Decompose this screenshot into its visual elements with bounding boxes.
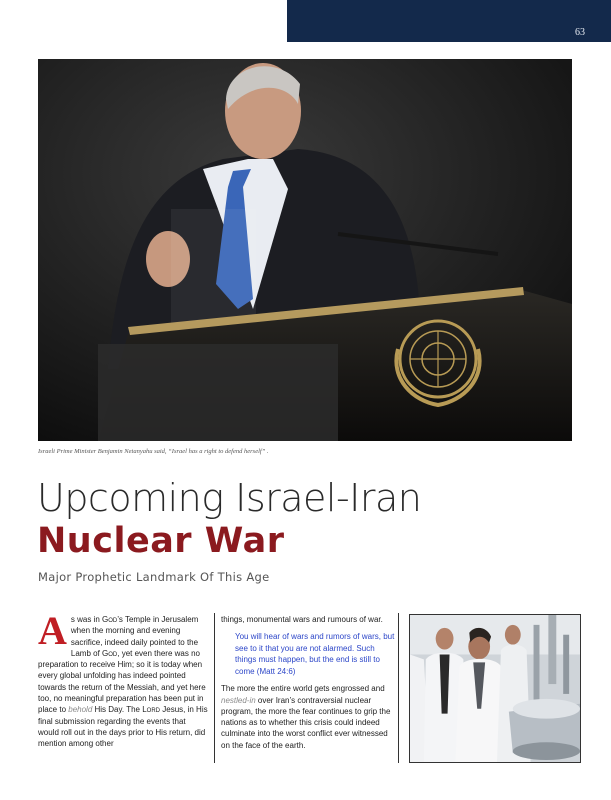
body-column-1: [38, 608, 208, 750]
speaker-at-podium-illustration: [38, 59, 572, 441]
col1-behold: behold: [68, 705, 93, 715]
photo-caption: Israeli Prime Minister Benjamin Netanyahu said, “Israel has a right to defend herself” .: [38, 448, 269, 455]
col1-text-3: , yet even there was no preparation to receive Him; so it is today when every global unfolding has indeed pointed towards the return of the Messiah, and yet here too, no meaningful preparation has been put in place to: [38, 648, 206, 715]
side-photo: [409, 614, 581, 763]
column-divider: [214, 613, 215, 763]
page-number: 63: [575, 27, 585, 38]
col2-nestled: nestled-in: [221, 695, 256, 705]
col1-lord: Lord: [142, 705, 161, 715]
column-divider: [398, 613, 399, 763]
col2-paragraph: [221, 683, 398, 751]
col2-text-2: over Iran’s contraversial nuclear program, the more the fear continues to grip the nations as to whether this crisis could indeed culminate into the worst conflict ever witnessed on the face of the earth.: [221, 695, 391, 750]
body-column-2: [221, 614, 398, 751]
col1-text-5: Jesus, in His final submission regarding the events that would roll out in the days prior to His return, did mention among other: [38, 705, 208, 749]
col2-intro: things, monumental wars and rumours of war.: [221, 615, 383, 624]
article-subtitle: Major Prophetic Landmark Of This Age: [38, 570, 270, 584]
col1-text-1: s was in: [70, 615, 103, 624]
lab-visit-illustration: [410, 615, 580, 762]
col2-text-1: The more the entire world gets engrossed and: [221, 684, 385, 694]
header-bar: [287, 0, 611, 42]
drop-cap: A: [38, 608, 67, 653]
col1-text-2: ’s Temple in Jerusalem when the morning and evening sacrifice, indeed daily pointed to the Lamb of: [70, 615, 199, 658]
hero-photo: [38, 59, 572, 441]
col1-god-1: God: [102, 615, 118, 624]
article-title-line2: Nuclear War: [37, 521, 285, 561]
article-title-line1: Upcoming Israel-Iran: [37, 476, 422, 520]
col1-text-4: His Day. The: [92, 705, 143, 715]
col1-god-2: God: [102, 648, 118, 658]
scripture-quote: You will hear of wars and rumors of wars, but see to it that you are not alarmed. Such things must happen, but the end is still to come (Matt 24:6): [235, 632, 395, 676]
